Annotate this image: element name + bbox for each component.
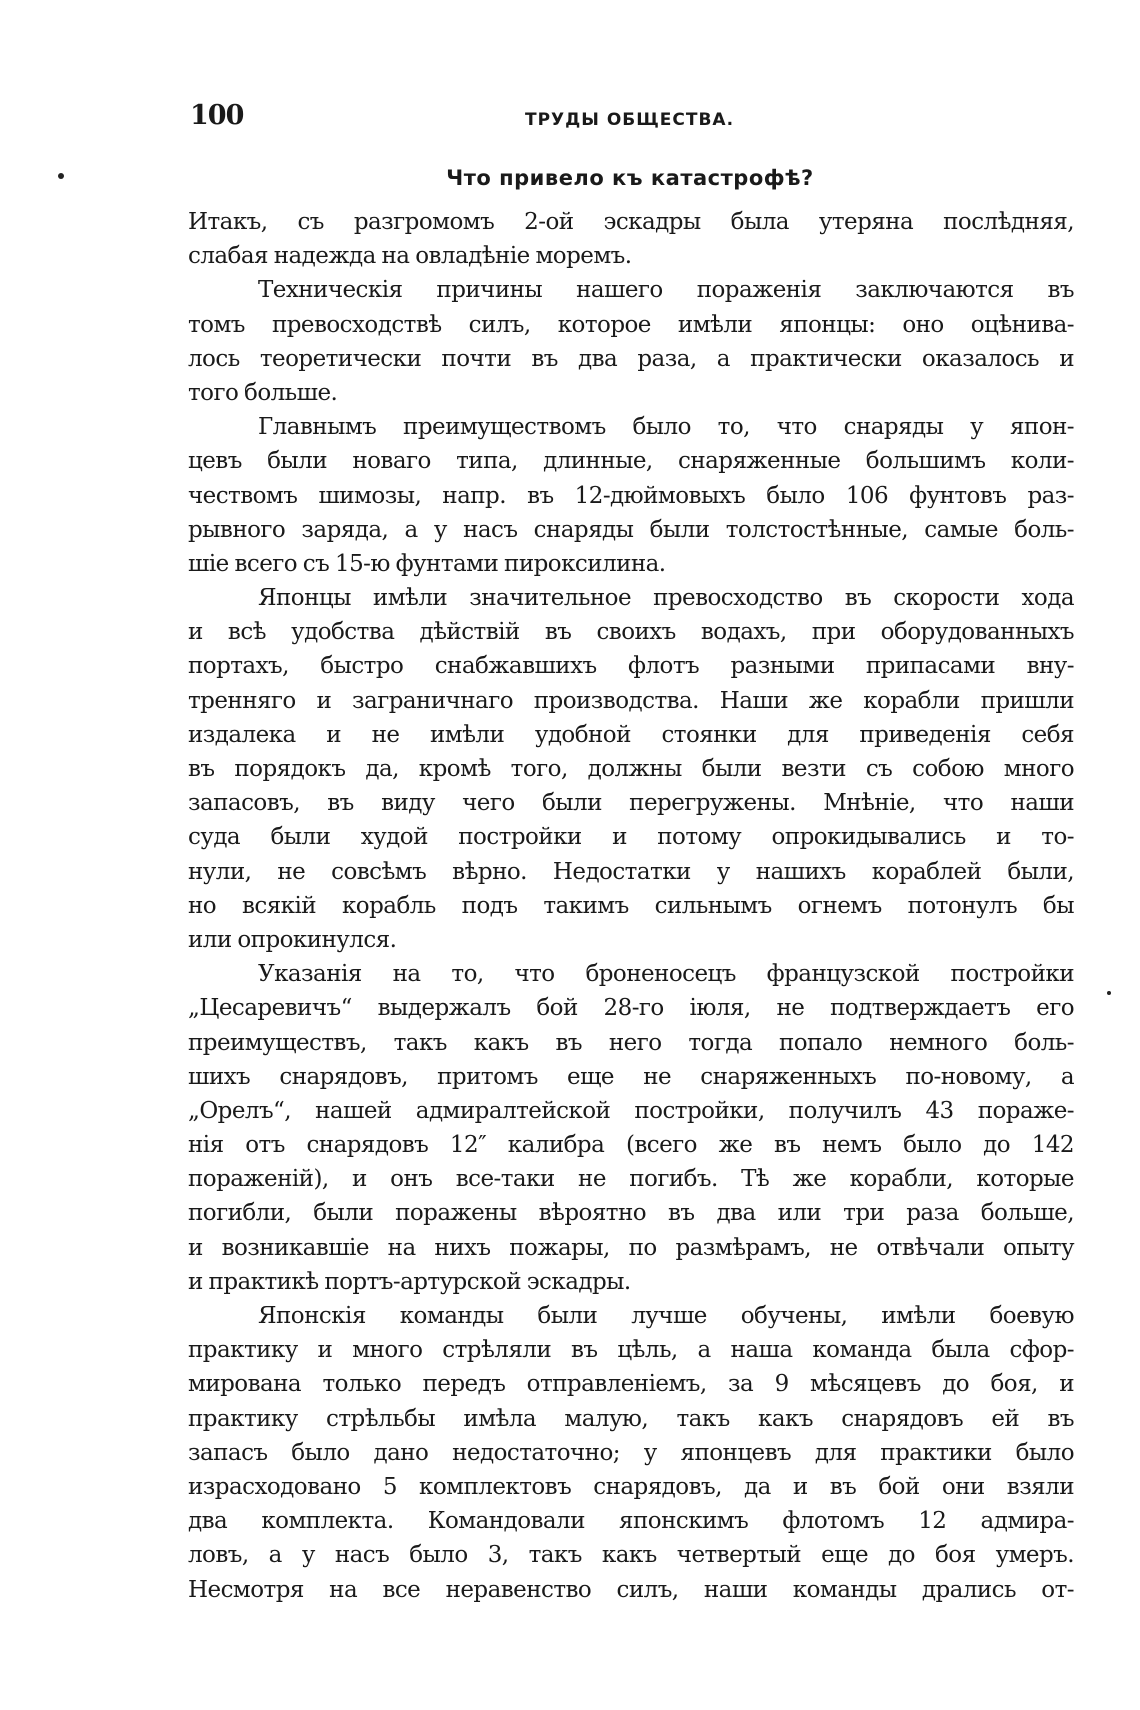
text-line: и возникавшіе на нихъ пожары, по размѣрамъ, не отвѣчали опыту <box>188 1234 1074 1261</box>
text-line: цевъ были новаго типа, длинные, снаряженные большимъ коли- <box>188 448 1074 475</box>
text-line: чествомъ шимозы, напр. въ 12-дюймовыхъ было 106 фунтовъ раз- <box>188 482 1074 509</box>
running-title: ТРУДЫ ОБЩЕСТВА. <box>525 110 735 130</box>
text-line: нія отъ снарядовъ 12″ калибра (всего же въ немъ было до 142 <box>188 1132 1074 1159</box>
text-line: томъ превосходствѣ силъ, которое имѣли японцы: оно оцѣнива- <box>188 311 1074 338</box>
text-line: погибли, были поражены вѣроятно въ два или три раза больше, <box>188 1200 1074 1227</box>
text-line: въ порядокъ да, кромѣ того, должны были везти съ собою много <box>188 756 1074 782</box>
text-line: Японскія команды были лучше обучены, имѣли боевую <box>258 1303 1074 1329</box>
text-line: тренняго и заграничнаго производства. Наши же корабли пришли <box>188 687 1074 714</box>
text-line: но всякій корабль подъ такимъ сильнымъ огнемъ потонулъ бы <box>188 892 1074 919</box>
page-header <box>190 100 1070 140</box>
text-line: Японцы имѣли значительное превосходство въ скорости хода <box>258 585 1074 612</box>
text-line: ловъ, а у насъ было 3, такъ какъ четвертый еще до боя умеръ. <box>188 1542 1074 1569</box>
page-number: 100 <box>190 100 244 131</box>
text-line: Указанія на то, что броненосецъ французской постройки <box>258 961 1074 988</box>
text-line: запасъ было дано недостаточно; у японцевъ для практики было <box>188 1439 1074 1466</box>
print-speck <box>1107 991 1111 995</box>
section-heading: Что привело къ катастрофѣ? <box>446 166 814 190</box>
text-line: лось теоретически почти въ два раза, а практически оказалось и <box>188 345 1074 372</box>
text-line: практику стрѣльбы имѣла малую, такъ какъ снарядовъ ей въ <box>188 1405 1074 1432</box>
text-line: рывного заряда, а у насъ снаряды были толстостѣнные, самые боль- <box>188 516 1074 543</box>
text-line: „Цесаревичъ“ выдержалъ бой 28-го іюля, не подтверждаетъ его <box>188 995 1074 1022</box>
text-line: преимуществъ, такъ какъ въ него тогда попало немного боль- <box>188 1029 1074 1056</box>
text-line: Техническія причины нашего пораженія заключаются въ <box>258 277 1074 304</box>
text-line: слабая надежда на овладѣніе моремъ. <box>188 243 632 270</box>
text-line: и практикѣ портъ-артурской эскадры. <box>188 1268 631 1295</box>
text-line: издалека и не имѣли удобной стоянки для приведенія себя <box>188 721 1074 748</box>
text-line: запасовъ, въ виду чего были перегружены. Мнѣніе, что наши <box>188 790 1074 817</box>
print-speck <box>58 173 64 179</box>
text-line: того больше. <box>188 379 338 406</box>
text-line: „Орелъ“, нашей адмиралтейской постройки, получилъ 43 пораже- <box>188 1097 1074 1124</box>
text-line: два комплекта. Командовали японскимъ флотомъ 12 адмира- <box>188 1508 1074 1535</box>
text-line: Несмотря на все неравенство силъ, наши команды дрались от- <box>188 1576 1074 1603</box>
text-line: шихъ снарядовъ, притомъ еще не снаряженныхъ по-новому, а <box>188 1063 1074 1090</box>
body-text <box>188 205 1074 1607</box>
text-line: нули, не совсѣмъ вѣрно. Недостатки у нашихъ кораблей были, <box>188 858 1074 885</box>
text-line: суда были худой постройки и потому опрокидывались и то- <box>188 824 1074 851</box>
text-line: пораженій), и онъ все-таки не погибъ. Тѣ же корабли, которые <box>188 1166 1074 1193</box>
text-line: Итакъ, съ разгромомъ 2-ой эскадры была утеряна послѣдняя, <box>188 209 1074 235</box>
text-line: и всѣ удобства дѣйствій въ своихъ водахъ, при оборудованныхъ <box>188 619 1074 646</box>
text-line: мирована только передъ отправленіемъ, за 9 мѣсяцевъ до боя, и <box>188 1371 1074 1398</box>
text-line: портахъ, быстро снабжавшихъ флотъ разными припасами вну- <box>188 653 1074 680</box>
text-line: или опрокинулся. <box>188 926 397 953</box>
text-line: Главнымъ преимуществомъ было то, что снаряды у япон- <box>258 414 1074 441</box>
text-line: шіе всего съ 15-ю фунтами пироксилина. <box>188 550 666 577</box>
text-line: практику и много стрѣляли въ цѣль, а наша команда была сфор- <box>188 1337 1074 1364</box>
text-line: израсходовано 5 комплектовъ снарядовъ, да и въ бой они взяли <box>188 1473 1074 1500</box>
